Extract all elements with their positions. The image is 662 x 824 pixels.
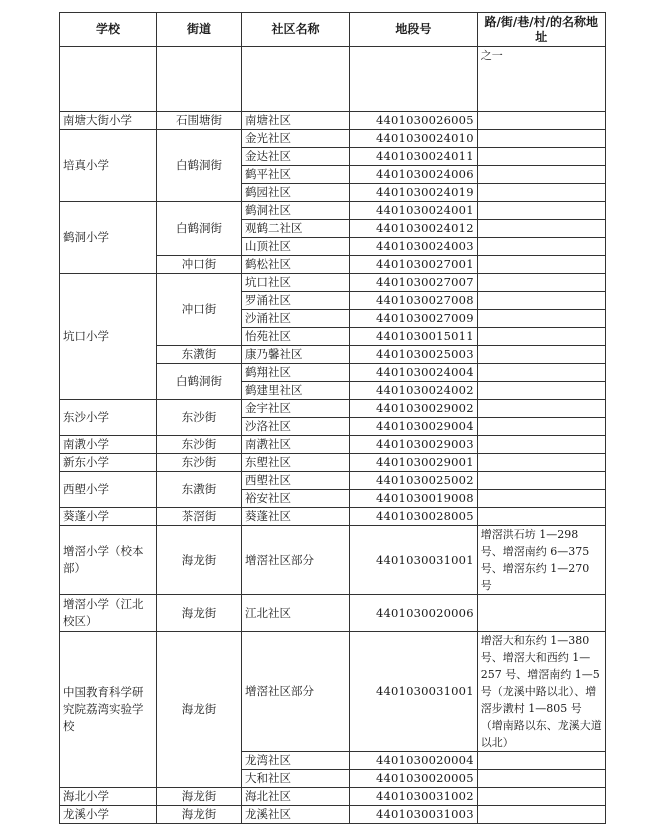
code-cell: 4401030024012 [350,220,478,238]
table-row [60,788,606,806]
address-cell [477,400,605,418]
street-cell: 东漖街 [157,472,242,508]
table-header-row [60,13,606,47]
code-cell: 4401030024011 [350,148,478,166]
community-cell: 金光社区 [242,130,350,148]
community-cell: 增滘社区部分 [242,632,350,752]
address-cell [477,436,605,454]
address-cell [477,310,605,328]
code-cell: 4401030027008 [350,292,478,310]
school-cell: 南漖小学 [60,436,157,454]
street-cell: 白鹤洞街 [157,364,242,400]
code-cell: 4401030020006 [350,595,478,632]
school-cell: 新东小学 [60,454,157,472]
school-cell: 东沙小学 [60,400,157,436]
school-cell: 海北小学 [60,788,157,806]
table-row [60,436,606,454]
school-cell: 中国教育科学研究院荔湾实验学校 [60,632,157,788]
address-cell [477,364,605,382]
school-cell: 葵蓬小学 [60,508,157,526]
street-cell: 东漖街 [157,346,242,364]
empty-cell [350,47,478,112]
code-cell: 4401030024001 [350,202,478,220]
street-cell: 东沙街 [157,436,242,454]
code-cell: 4401030031002 [350,788,478,806]
empty-cell [60,47,157,112]
address-cell [477,418,605,436]
address-cell [477,292,605,310]
community-cell: 山顶社区 [242,238,350,256]
table-row [60,472,606,490]
address-cell [477,508,605,526]
code-cell: 4401030027009 [350,310,478,328]
school-cell: 西塱小学 [60,472,157,508]
community-cell: 裕安社区 [242,490,350,508]
code-cell: 4401030029001 [350,454,478,472]
code-cell: 4401030024003 [350,238,478,256]
header-school: 学校 [60,13,157,47]
code-cell: 4401030031001 [350,526,478,595]
street-cell: 海龙街 [157,526,242,595]
address-cell [477,472,605,490]
table-row [60,112,606,130]
community-cell: 康乃馨社区 [242,346,350,364]
community-cell: 鹤翔社区 [242,364,350,382]
code-cell: 4401030028005 [350,508,478,526]
school-cell: 坑口小学 [60,274,157,400]
address-cell [477,256,605,274]
code-cell: 4401030020005 [350,770,478,788]
community-cell: 鹤园社区 [242,184,350,202]
address-cell [477,454,605,472]
school-cell: 龙溪小学 [60,806,157,824]
table-row [60,508,606,526]
code-cell: 4401030024019 [350,184,478,202]
community-cell: 东塱社区 [242,454,350,472]
address-cell [477,752,605,770]
continuation-row [60,47,606,112]
street-cell: 海龙街 [157,806,242,824]
address-cell [477,148,605,166]
enrollment-zone-table [59,12,606,824]
table-row [60,454,606,472]
community-cell: 怡苑社区 [242,328,350,346]
header-street: 街道 [157,13,242,47]
community-cell: 罗涌社区 [242,292,350,310]
address-cell [477,238,605,256]
header-address: 路/街/巷/村/的名称地址 [477,13,605,47]
code-cell: 4401030024006 [350,166,478,184]
table-row [60,130,606,148]
street-cell: 茶滘街 [157,508,242,526]
community-cell: 沙洛社区 [242,418,350,436]
street-cell: 白鹤洞街 [157,202,242,256]
community-cell: 鹤平社区 [242,166,350,184]
code-cell: 4401030031003 [350,806,478,824]
community-cell: 海北社区 [242,788,350,806]
address-cell [477,346,605,364]
header-community: 社区名称 [242,13,350,47]
address-cell [477,806,605,824]
code-cell: 4401030029004 [350,418,478,436]
community-cell: 金宇社区 [242,400,350,418]
code-cell: 4401030025002 [350,472,478,490]
code-cell: 4401030024004 [350,364,478,382]
community-cell: 龙溪社区 [242,806,350,824]
code-cell: 4401030029003 [350,436,478,454]
community-cell: 大和社区 [242,770,350,788]
address-cell [477,595,605,632]
empty-cell [157,47,242,112]
table-row [60,400,606,418]
address-cell [477,770,605,788]
table-row [60,632,606,752]
street-cell: 冲口街 [157,274,242,346]
school-cell: 增滘小学（校本部） [60,526,157,595]
street-cell: 东沙街 [157,400,242,436]
address-cell [477,490,605,508]
community-cell: 南塘社区 [242,112,350,130]
street-cell: 石围塘街 [157,112,242,130]
table-row [60,595,606,632]
community-cell: 江北社区 [242,595,350,632]
code-cell: 4401030025003 [350,346,478,364]
community-cell: 沙涌社区 [242,310,350,328]
community-cell: 鹤松社区 [242,256,350,274]
school-cell: 鹤洞小学 [60,202,157,274]
address-cell [477,382,605,400]
code-cell: 4401030029002 [350,400,478,418]
code-cell: 4401030015011 [350,328,478,346]
street-cell: 东沙街 [157,454,242,472]
code-cell: 4401030026005 [350,112,478,130]
code-cell: 4401030024010 [350,130,478,148]
address-cell [477,202,605,220]
table-row [60,806,606,824]
community-cell: 鹤洞社区 [242,202,350,220]
empty-cell [242,47,350,112]
address-cell [477,112,605,130]
table-row [60,526,606,595]
street-cell: 海龙街 [157,788,242,806]
school-cell: 南塘大街小学 [60,112,157,130]
street-cell: 冲口街 [157,256,242,274]
address-cell [477,166,605,184]
community-cell: 鹤建里社区 [242,382,350,400]
table-row [60,202,606,220]
code-cell: 4401030027007 [350,274,478,292]
street-cell: 海龙街 [157,595,242,632]
community-cell: 葵蓬社区 [242,508,350,526]
address-cell [477,328,605,346]
code-cell: 4401030031001 [350,632,478,752]
community-cell: 西塱社区 [242,472,350,490]
address-cell [477,220,605,238]
community-cell: 观鹤二社区 [242,220,350,238]
code-cell: 4401030020004 [350,752,478,770]
address-cell [477,130,605,148]
enrollment-zone-document [59,12,606,824]
community-cell: 增滘社区部分 [242,526,350,595]
street-cell: 白鹤洞街 [157,130,242,202]
code-cell: 4401030024002 [350,382,478,400]
table-row [60,274,606,292]
continuation-text: 之一 [477,47,605,112]
address-cell: 增滘大和东约 1—380 号、增滘大和西约 1—257 号、增滘南约 1—5 号（龙溪中路以北）、增滘步漖村 1—805 号（增南路以东、龙溪大道以北） [477,632,605,752]
code-cell: 4401030019008 [350,490,478,508]
school-cell: 培真小学 [60,130,157,202]
school-cell: 增滘小学（江北校区） [60,595,157,632]
community-cell: 金达社区 [242,148,350,166]
code-cell: 4401030027001 [350,256,478,274]
header-code: 地段号 [350,13,478,47]
community-cell: 南漖社区 [242,436,350,454]
community-cell: 龙湾社区 [242,752,350,770]
address-cell: 增滘洪石坊 1—298 号、增滘南约 6—375 号、增滘东约 1—270 号 [477,526,605,595]
address-cell [477,274,605,292]
address-cell [477,184,605,202]
street-cell: 海龙街 [157,632,242,788]
address-cell [477,788,605,806]
community-cell: 坑口社区 [242,274,350,292]
